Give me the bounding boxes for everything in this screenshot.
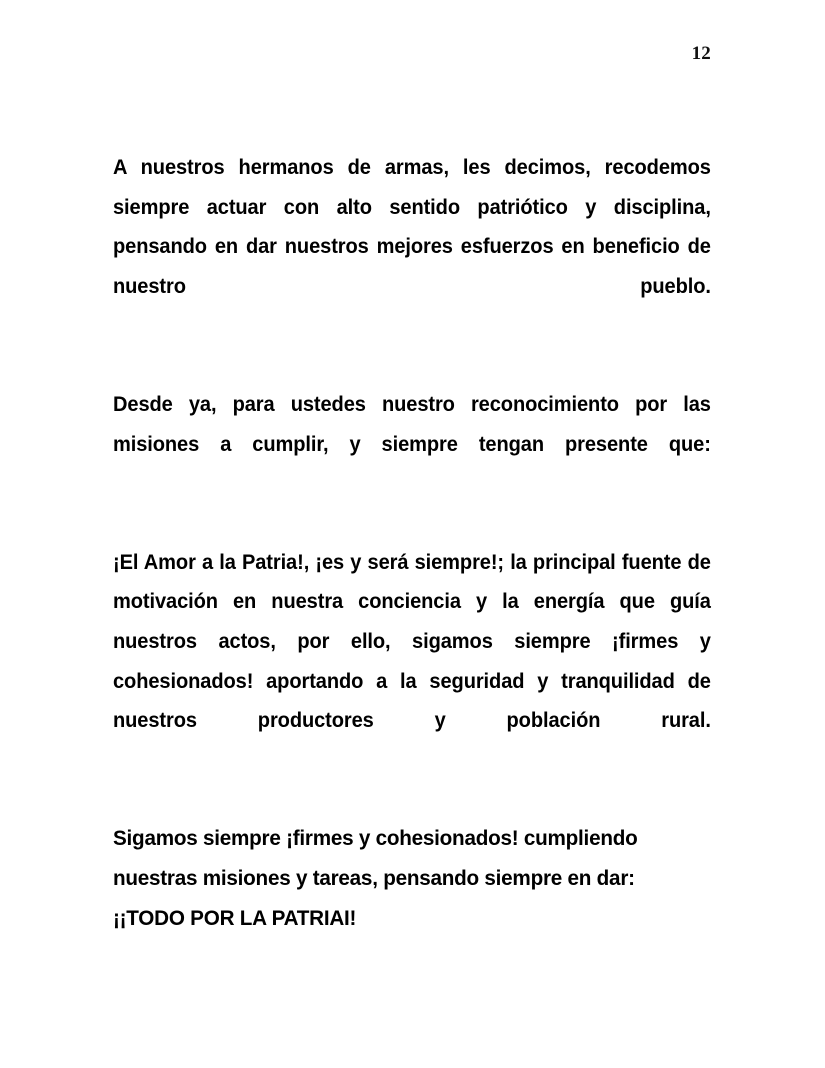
page-number: 12 bbox=[691, 43, 711, 64]
paragraph-1: A nuestros hermanos de armas, les decimos, recodemos siempre actuar con alto sentido patriótico y disciplina, pensando en dar nuestros mejores esfuerzos en beneficio de nuestro pueblo. bbox=[113, 156, 711, 298]
body-text-column bbox=[113, 148, 711, 938]
paragraph-4-text: Sigamos siempre ¡firmes y cohesionados! cumpliendo nuestras misiones y tareas, pensando siempre en dar: bbox=[113, 827, 638, 890]
closing-slogan: ¡¡TODO POR LA PATRIAI! bbox=[113, 906, 357, 930]
paragraph-4 bbox=[113, 819, 711, 938]
paragraph-3: ¡El Amor a la Patria!, ¡es y será siempre!; la principal fuente de motivación en nuestra conciencia y la energía que guía nuestros actos, por ello, sigamos siempre ¡firmes y cohesionados! aportando a la seguridad y tranquilidad de nuestros productores y población rural. bbox=[113, 550, 711, 733]
paragraph-2: Desde ya, para ustedes nuestro reconocimiento por las misiones a cumplir, y siempre tengan presente que: bbox=[113, 392, 711, 456]
